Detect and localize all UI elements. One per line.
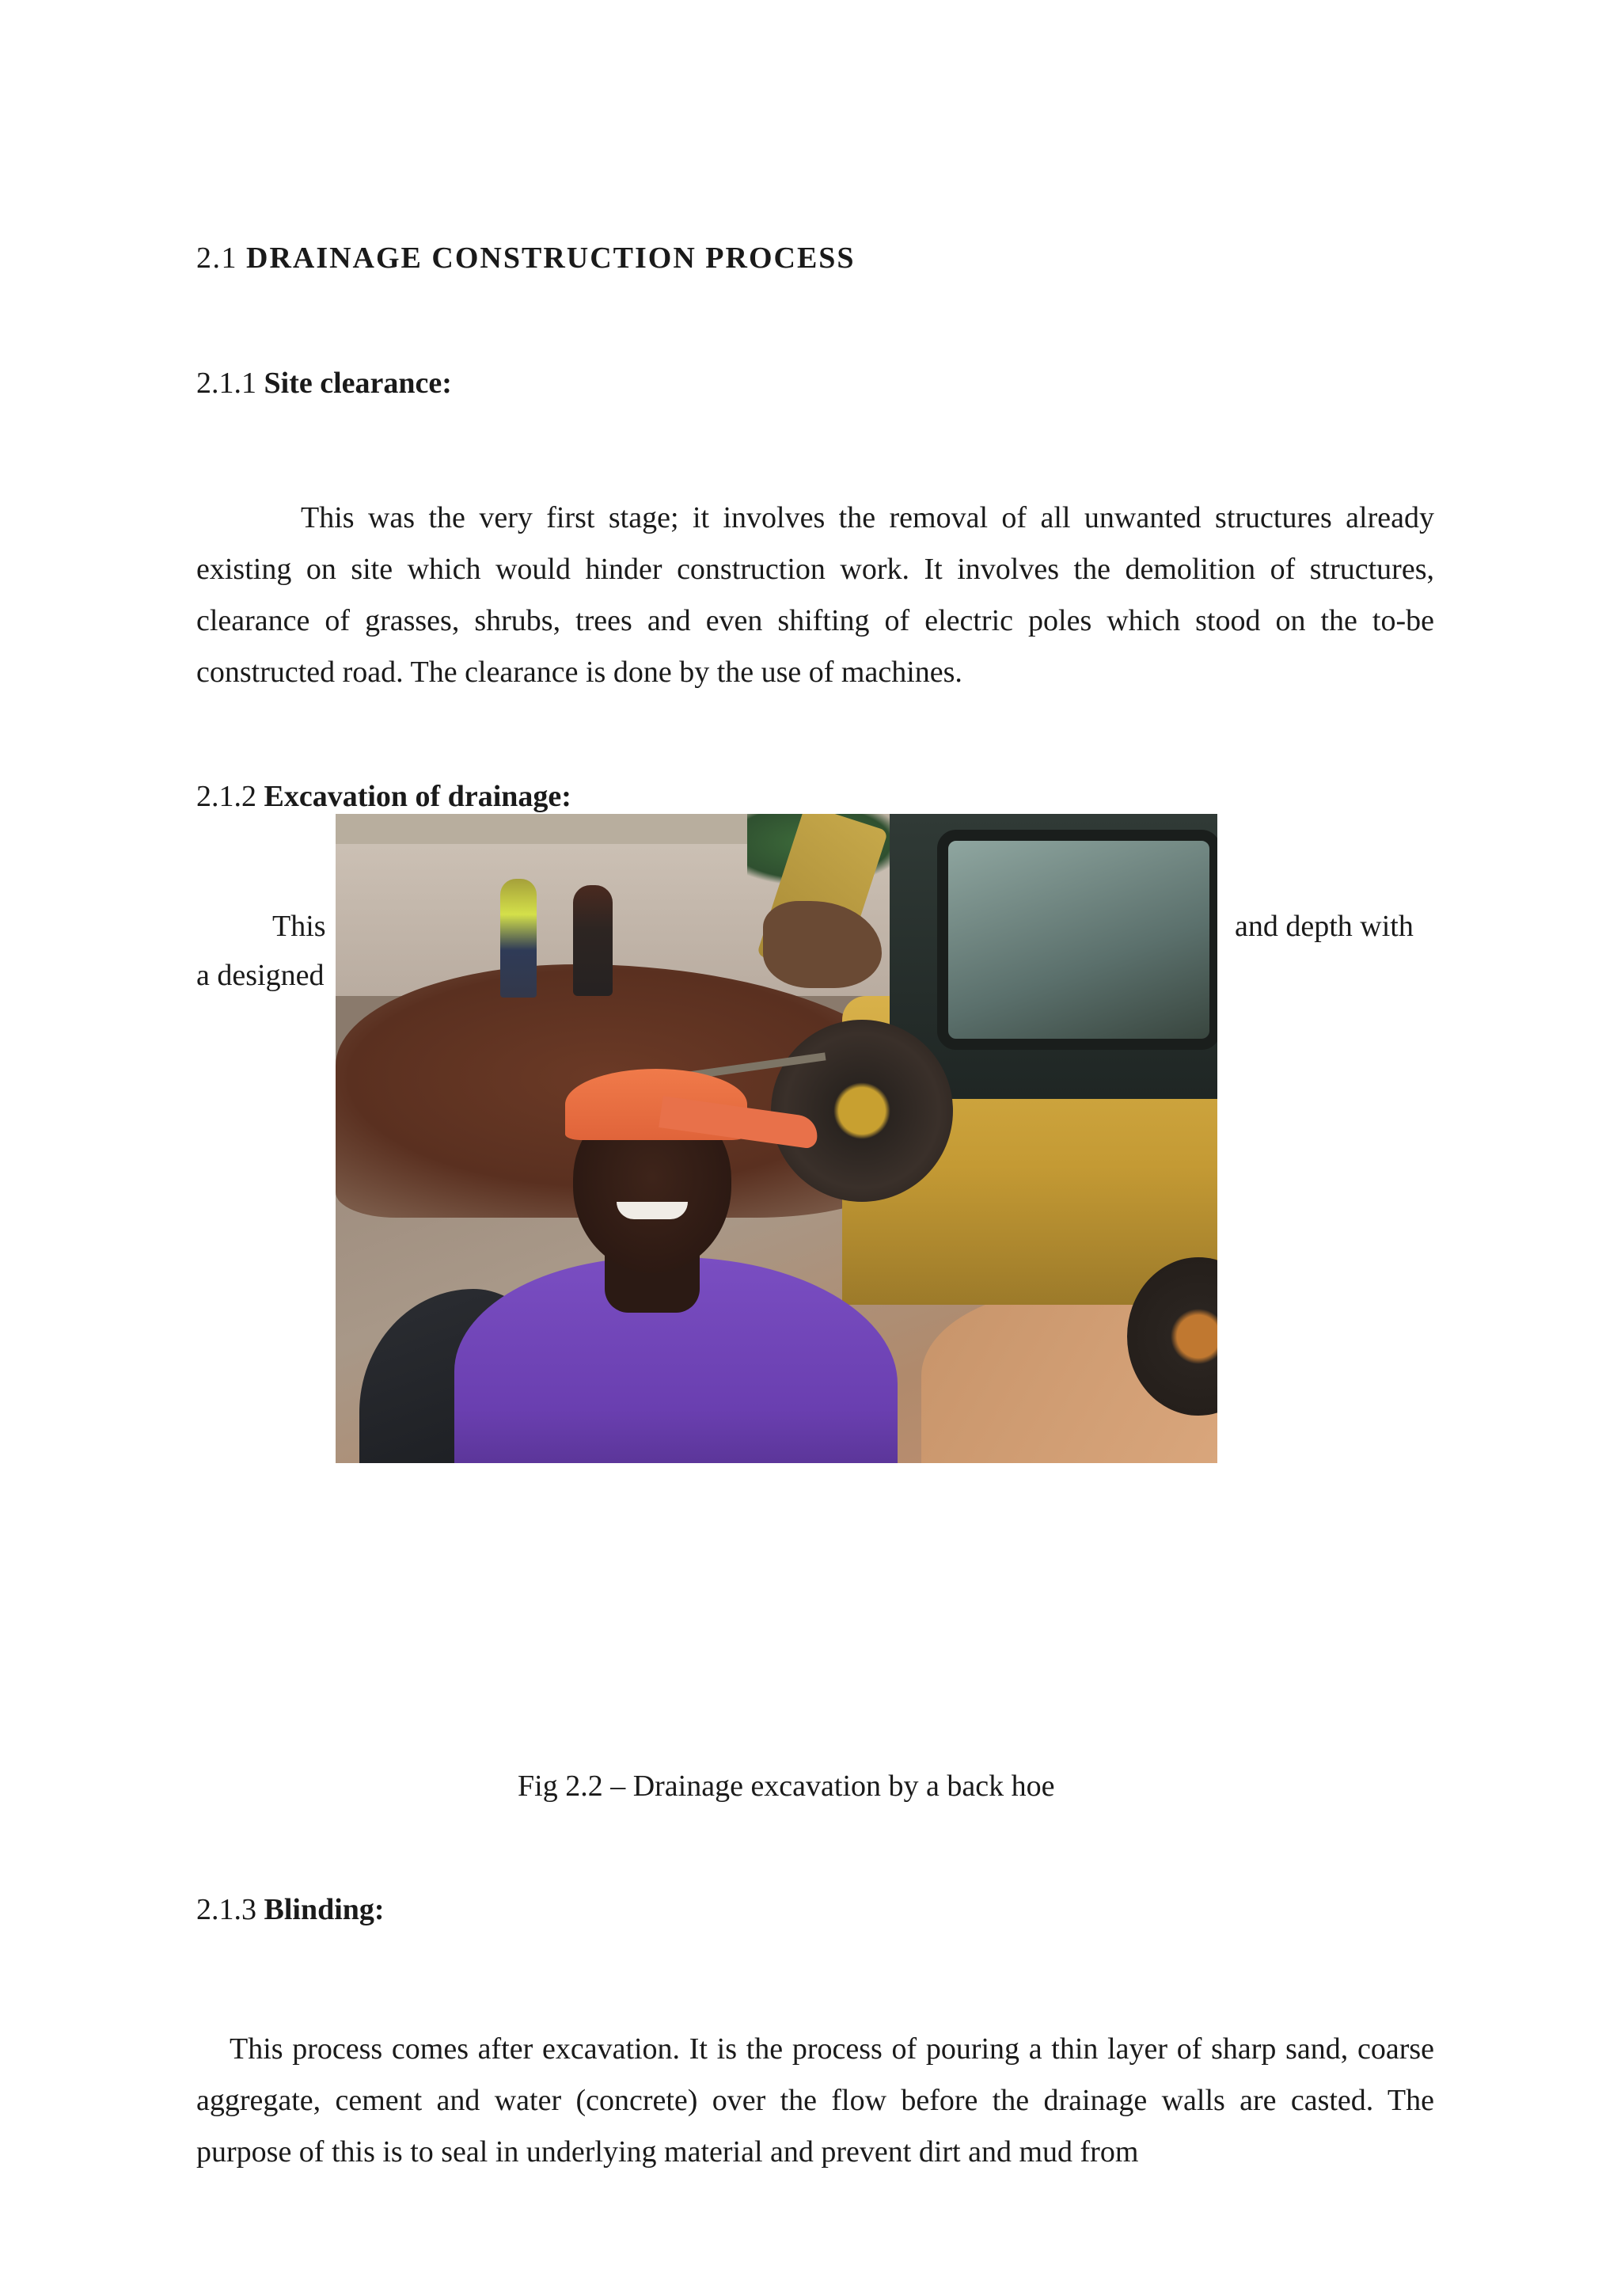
excavation-text-right: and depth with xyxy=(1235,910,1414,943)
section-title: DRAINAGE CONSTRUCTION PROCESS xyxy=(246,241,856,275)
paragraph-site-clearance: This was the very first stage; it involves the removal of all unwanted structures already existing on site which would hinder construction work. It involves the demolition of structures, clearance of grasses, shrubs, trees and even shifting of electric poles which stood on the to-be constructed road. The clearance is done by the use of machines. xyxy=(196,501,1434,689)
subsection-heading-excavation xyxy=(196,779,571,814)
photo-worker xyxy=(573,885,613,996)
paragraph-blinding: This process comes after excavation. It is the process of pouring a thin layer of sharp sand, coarse aggregate, cement and water (concrete) over the flow before the drainage walls are casted. The purpose of this is to seal in underlying material and prevent dirt and mud from xyxy=(196,2032,1434,2169)
photo-backhoe-window xyxy=(937,830,1217,1050)
subsection-number: 2.1.1 xyxy=(196,367,256,400)
excavation-text-left: This xyxy=(272,910,326,943)
subsection-number: 2.1.3 xyxy=(196,1893,256,1926)
subsection-title: Excavation of drainage: xyxy=(264,780,571,813)
section-heading xyxy=(196,241,856,276)
subsection-title: Site clearance: xyxy=(264,367,452,400)
subsection-number: 2.1.2 xyxy=(196,780,256,813)
excavation-text-line2: a designed xyxy=(196,959,325,992)
excavation-photo xyxy=(336,814,1217,1463)
subsection-title: Blinding: xyxy=(264,1893,385,1926)
photo-worker-vest xyxy=(500,879,537,998)
photo-backhoe-wheel xyxy=(771,1020,953,1202)
figure-caption: Fig 2.2 – Drainage excavation by a back hoe xyxy=(518,1770,1055,1803)
photo-person-smile xyxy=(617,1202,688,1219)
section-number: 2.1 xyxy=(196,241,237,275)
subsection-heading-site-clearance xyxy=(196,366,452,401)
subsection-heading-blinding xyxy=(196,1892,385,1927)
